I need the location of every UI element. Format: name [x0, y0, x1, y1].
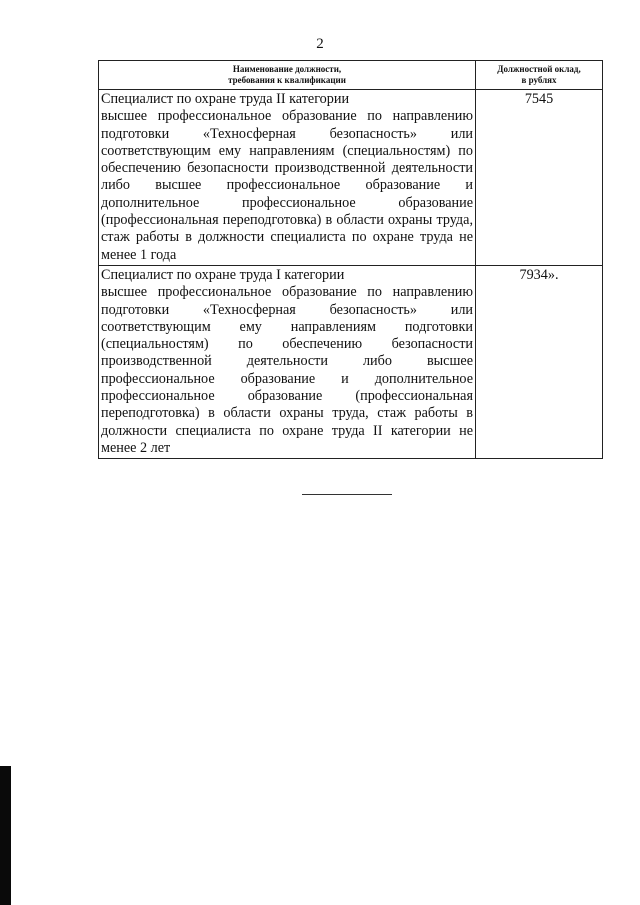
salary-value: 7545 [476, 90, 603, 266]
table-header-row [99, 61, 603, 90]
position-cell [99, 90, 476, 266]
table-row [99, 266, 603, 459]
salary-table [98, 60, 603, 459]
page-number: 2 [316, 36, 324, 52]
position-cell [99, 266, 476, 459]
header-salary: Должностной оклад, в рублях [476, 61, 603, 90]
scan-edge-mark [0, 766, 11, 905]
qualification-requirements: высшее профессиональное образование по направлению подготовки «Техносферная безопасность» или соответствующим ему направлениям (специальностям) по обеспечению безопасности производственной деятельности либо высшее профессиональное образование и дополнительное профессиональное образование (профессиональная переподготовка) в области охраны труда, стаж работы в должности специалиста по охране труда не менее 1 года [101, 108, 473, 263]
salary-value: 7934». [476, 266, 603, 459]
position-title: Специалист по охране труда I категории [101, 267, 345, 283]
header-position: Наименование должности, требования к квалификации [99, 61, 476, 90]
position-title: Специалист по охране труда II категории [101, 91, 350, 107]
end-separator-line [302, 494, 392, 495]
qualification-requirements: высшее профессиональное образование по направлению подготовки «Техносферная безопасность» или соответствующим ему направлениям подготовки (специальностям) по обеспечению безопасности производственной деятельности либо высшее профессиональное образование и дополнительное профессиональное образование (профессиональная переподготовка) в области охраны труда, стаж работы в должности специалиста по охране труда II категории не менее 2 лет [101, 284, 473, 456]
table-row [99, 90, 603, 266]
